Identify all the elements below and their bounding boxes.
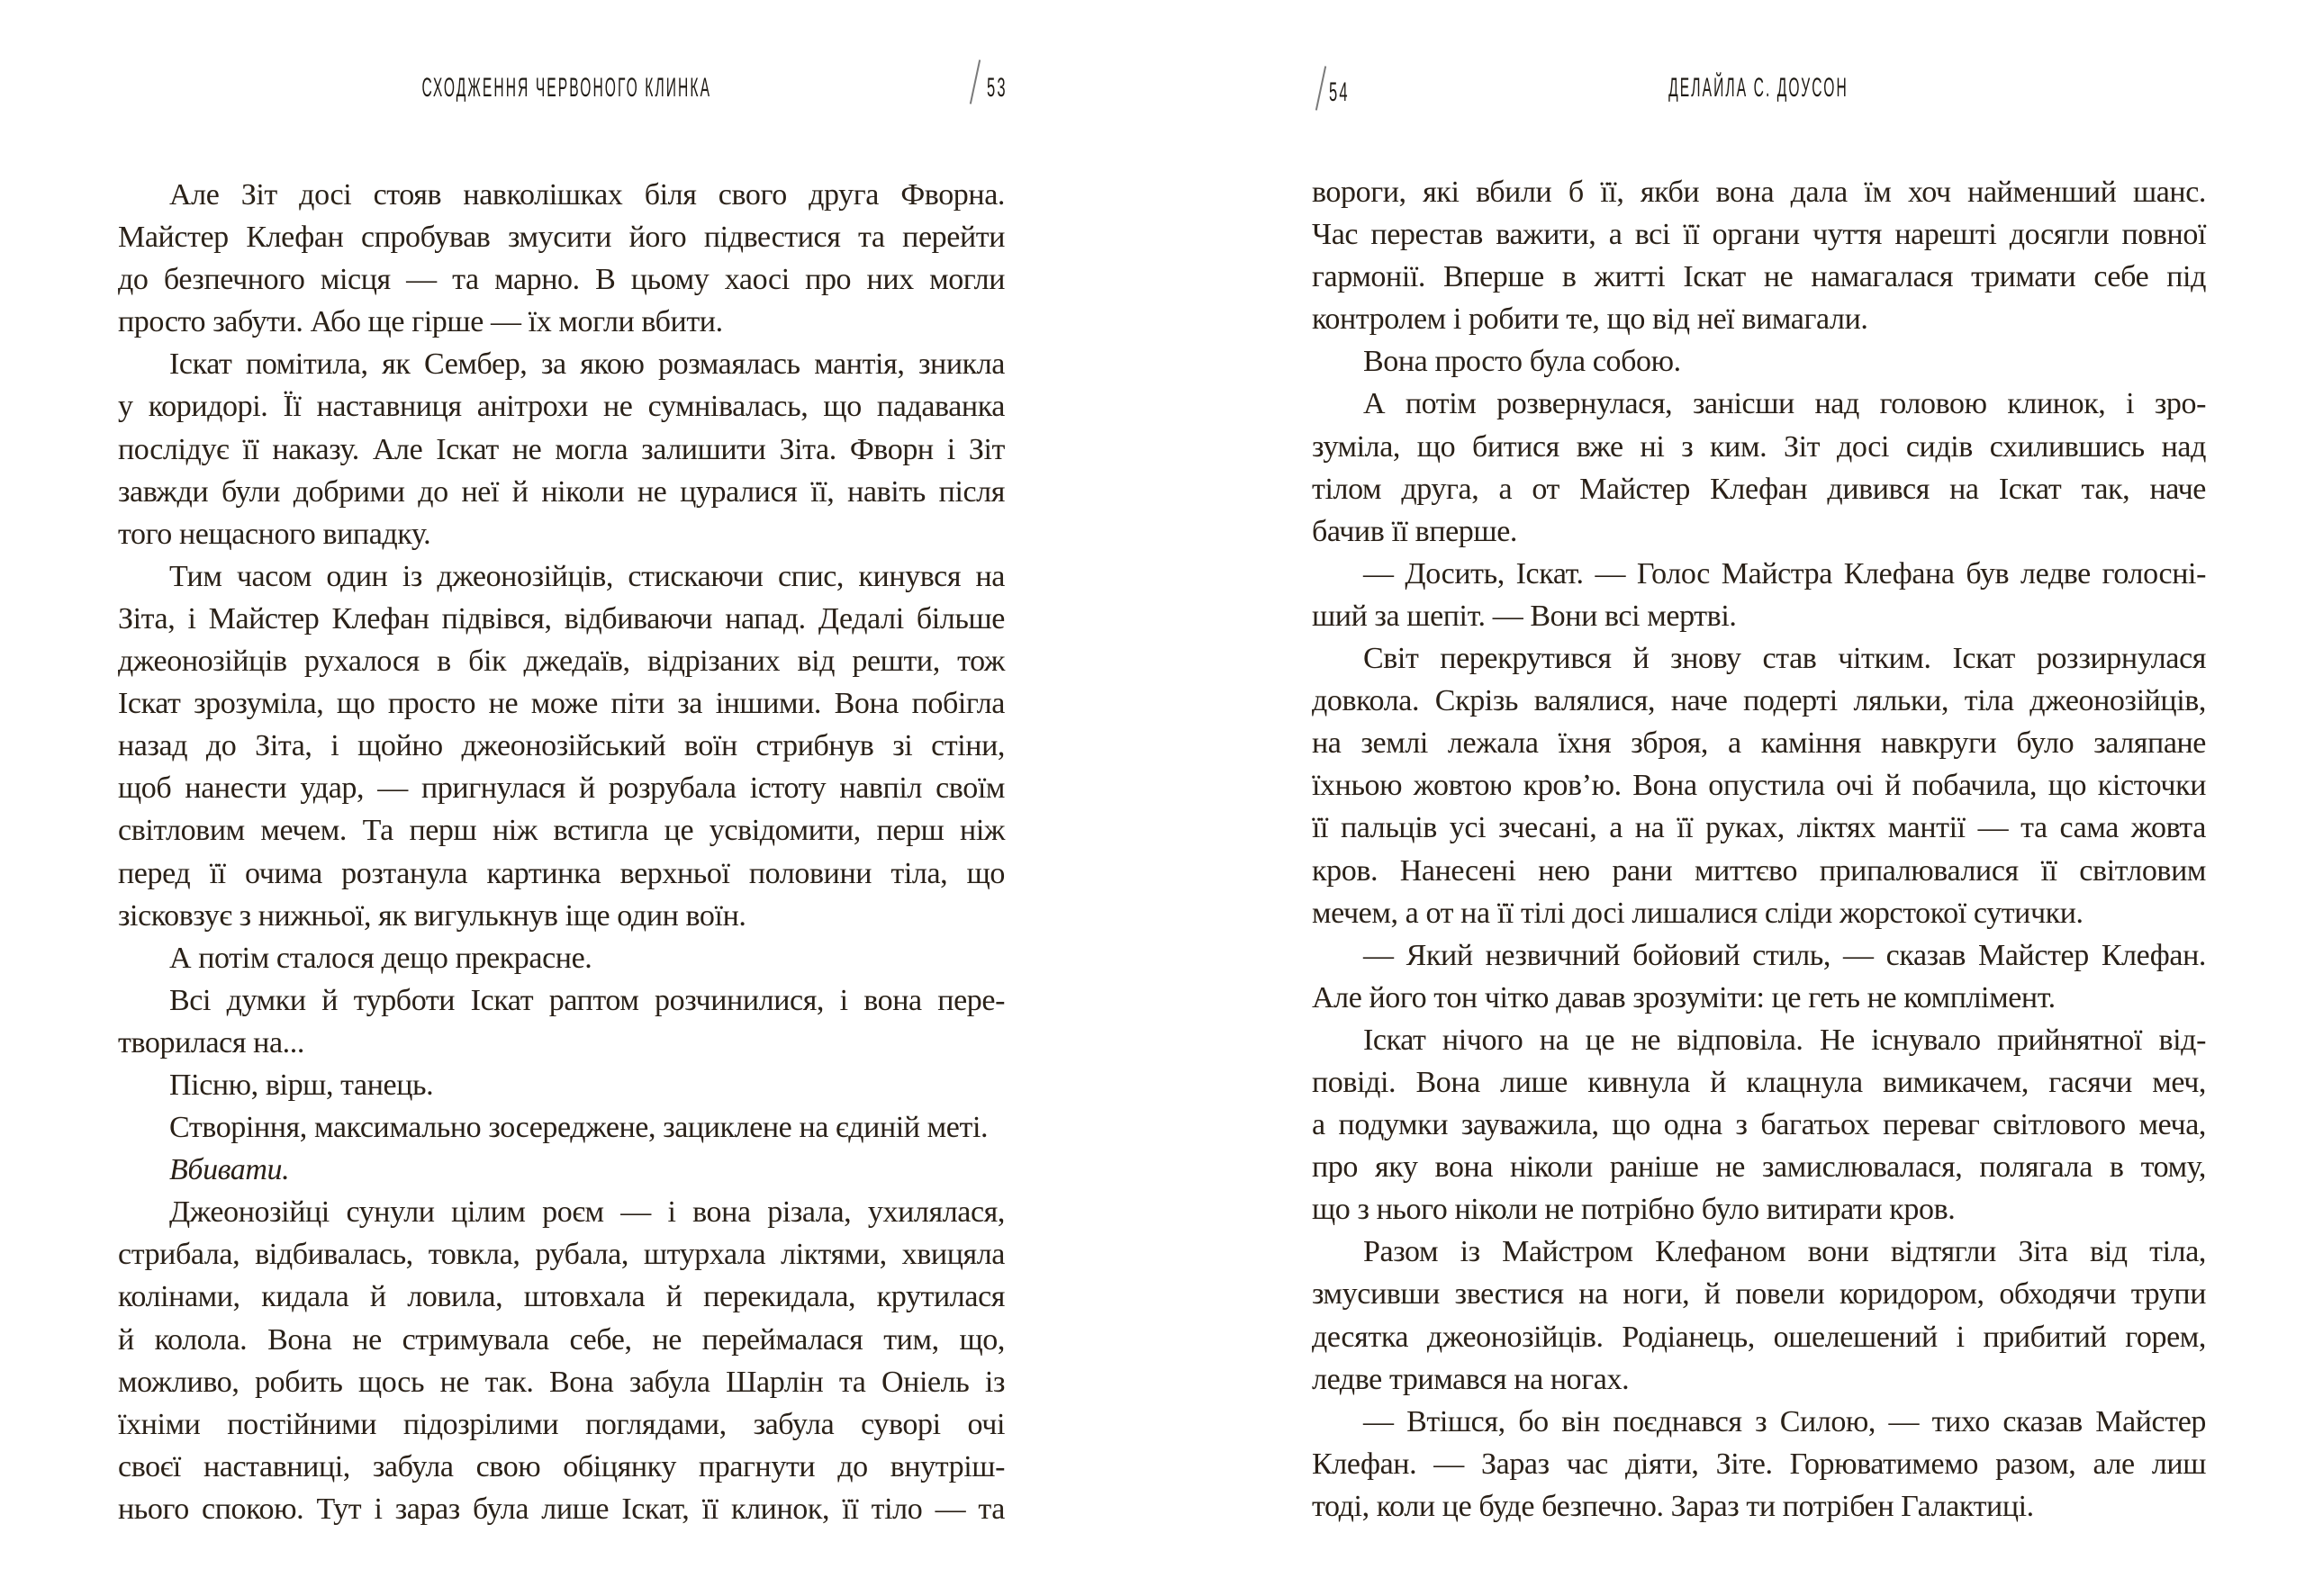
left-page-text	[118, 174, 1005, 1530]
paragraph	[1312, 934, 2206, 1019]
text-line: А потім розвернулася, занісши над головою клинок, і зро-	[1363, 387, 2206, 421]
paragraph	[1312, 553, 2206, 637]
text-line: Вона просто була собою.	[1363, 345, 1681, 379]
paragraph	[118, 174, 1005, 343]
text-line: назад до Зіта, і щойно джеонозійський воїн стрибнув зі стіни,	[118, 729, 1005, 763]
text-line: щоб нанести удар, — пригнулася й розрубала істоту навпіл своїм	[118, 771, 1005, 806]
paragraph	[118, 343, 1005, 555]
text-line: а подумки зауважила, що одна з багатьох переваг світлового меча,	[1312, 1108, 2206, 1142]
text-line: бачив її вперше.	[1312, 514, 1517, 548]
text-line: послідує її наказу. Але Іскат не могла залишити Зіта. Фворн і Зіт	[118, 432, 1005, 466]
running-head-text: ДЕЛАЙЛА С. ДОУСОН	[1668, 73, 1849, 103]
paragraph	[1312, 340, 2206, 383]
text-line: Але його тон чітко давав зрозуміти: це геть не комплімент.	[1312, 980, 2056, 1014]
text-line: до безпечного місця — та марно. В цьому хаосі про них могли	[118, 263, 1005, 297]
text-line: А потім сталося дещо прекрасне.	[169, 941, 592, 975]
text-line: — Втішся, бо він поєднався з Силою, — тихо сказав Майстер	[1363, 1404, 2206, 1438]
text-line: зісковзує з нижньої, як вигулькнув іще один воїн.	[118, 898, 746, 933]
text-line: про яку вона ніколи раніше не замислювалася, полягала в тому,	[1312, 1150, 2206, 1185]
paragraph	[118, 1064, 1005, 1106]
text-line: Іскат зрозуміла, що просто не може піти за іншими. Вона побігла	[118, 687, 1005, 721]
text-line: Іскат помітила, як Сембер, за якою розмаялась мантія, зникла	[169, 347, 1005, 382]
text-line: Разом із Майстром Клефаном вони відтягли Зіта від тіла,	[1363, 1235, 2206, 1269]
text-line: Світ перекрутився й знову став чітким. Іскат роззирнулася	[1363, 642, 2206, 676]
page-number-right	[1329, 79, 1366, 106]
text-line: Пісню, вірш, танець.	[169, 1068, 434, 1102]
text-line: Вбивати.	[169, 1153, 290, 1187]
running-head-text: СХОДЖЕННЯ ЧЕРВОНОГО КЛИНКА	[421, 73, 712, 103]
text-line: довкола. Скрізь валялися, наче подерті ляльки, тіла джеонозійців,	[1312, 684, 2206, 718]
text-line: Час перестав важити, а всі її органи чуття нарешті досягли повної	[1312, 218, 2206, 252]
paragraph	[118, 979, 1005, 1064]
text-line: зуміла, що битися вже ні з ким. Зіт досі сидів схилившись над	[1312, 429, 2206, 464]
text-line: Але Зіт досі стояв навколішках біля свого друга Фворна.	[169, 178, 1005, 212]
text-line: ший за шепіт. — Вони всі мертві.	[1312, 599, 1737, 633]
text-line: їхніми постійними підозрілими поглядами, забула суворі очі	[118, 1407, 1005, 1441]
text-line: колінами, кидала й ловила, штовхала й перекидала, крутилася	[118, 1280, 1005, 1314]
running-head-author	[1488, 75, 2029, 102]
text-line: Тим часом один із джеонозійців, стискаючи спис, кинувся на	[169, 559, 1005, 593]
text-line: тілом друга, а от Майстер Клефан дивився на Іскат так, наче	[1312, 472, 2206, 506]
text-line: можливо, робить щось не так. Вона забула Шарлін та Оніель із	[118, 1365, 1005, 1399]
text-line: того нещасного випадку.	[118, 517, 431, 551]
text-line: джеонозійців рухалося в бік джедаїв, відрізаних від решти, тож	[118, 645, 1005, 679]
text-line: Всі думки й турботи Іскат раптом розчинилися, і вона пере-	[169, 983, 1005, 1017]
text-line: Джеонозійці сунули цілим роєм — і вона різала, ухилялася,	[169, 1195, 1005, 1230]
paragraph	[118, 1191, 1005, 1530]
text-line: мечем, а от на її тілі досі лишалися сліди жорстокої сутички.	[1312, 896, 2084, 930]
text-line: й колола. Вона не стримувала себе, не переймалася тим, що,	[118, 1322, 1005, 1357]
paragraph	[1312, 171, 2206, 340]
text-line: у коридорі. Її наставниця анітрохи не сумнівалась, що падаванка	[118, 390, 1005, 424]
text-line: перед її очима розтанула картинка верхньої половини тіла, що	[118, 856, 1005, 890]
page-number-slash	[970, 59, 981, 104]
paragraph	[118, 1149, 1005, 1191]
page-number-left	[987, 75, 1024, 102]
text-line: Створіння, максимально зосереджене, зациклене на єдиній меті.	[169, 1111, 989, 1145]
text-line: ледве тримався на ногах.	[1312, 1362, 1630, 1396]
text-line: — Який незвичний бойовий стиль, — сказав Майстер Клефан.	[1363, 938, 2206, 972]
right-page-text	[1312, 171, 2206, 1528]
paragraph	[1312, 1231, 2206, 1400]
text-line: просто забути. Або ще гірше — їх могли вбити.	[118, 305, 723, 339]
text-line: її пальців усі зчесані, а на її руках, ліктях мантії — та сама жовта	[1312, 811, 2206, 845]
paragraph	[118, 555, 1005, 937]
text-line: десятка джеонозійців. Родіанець, ошелешений і прибитий горем,	[1312, 1320, 2206, 1354]
text-line: стрибала, відбивалась, товкла, рубала, штурхала ліктями, хвицяла	[118, 1238, 1005, 1272]
text-line: що з нього ніколи не потрібно було витирати кров.	[1312, 1193, 1956, 1227]
text-line: Майстер Клефан спробував змусити його підвестися та перейти	[118, 221, 1005, 255]
text-line: гармонії. Вперше в житті Іскат не намагалася тримати себе під	[1312, 260, 2206, 294]
text-line: Зіта, і Майстер Клефан підвівся, відбиваючи напад. Дедалі більше	[118, 601, 1005, 636]
text-line: повіді. Вона лише кивнула й клацнула вимикачем, гасячи меч,	[1312, 1065, 2206, 1099]
paragraph	[1312, 1401, 2206, 1528]
text-line: кров. Нанесені нею рани миттєво припалювалися її світловим	[1312, 853, 2206, 888]
text-line: вороги, які вбили б її, якби вона дала їм хоч найменший шанс.	[1312, 176, 2206, 209]
running-head-book-title	[288, 75, 828, 102]
text-line: — Досить, Іскат. — Голос Майстра Клефана був ледве голосні-	[1363, 556, 2206, 591]
paragraph	[118, 1106, 1005, 1149]
text-line: світловим мечем. Та перш ніж встигла це усвідомити, перш ніж	[118, 814, 1005, 848]
text-line: змусивши звестися на ноги, й повели коридором, обходячи трупи	[1312, 1277, 2206, 1312]
text-line: контролем і робити те, що від неї вимагали.	[1312, 302, 1868, 337]
page-number-text: 53	[987, 73, 1008, 103]
paragraph	[118, 937, 1005, 979]
page-number-slash	[1315, 66, 1326, 110]
text-line: завжди були добрими до неї й ніколи не цуралися її, навіть після	[118, 474, 1005, 509]
text-line: творилася на...	[118, 1025, 304, 1059]
text-line: нього спокою. Тут і зараз була лише Іскат, її клинок, її тіло — та	[118, 1492, 1005, 1526]
text-line: Іскат нічого на це не відповіла. Не існувало прийнятної від-	[1363, 1023, 2206, 1057]
paragraph	[1312, 637, 2206, 934]
text-line: Клефан. — Зараз час діяти, Зіте. Горюватимемо разом, але лиш	[1312, 1447, 2206, 1481]
text-line: своєї наставниці, забула свою обіцянку прагнути до внутріш-	[118, 1449, 1005, 1483]
paragraph	[1312, 1019, 2206, 1231]
text-line: їхньою жовтою кров’ю. Вона опустила очі й побачила, що кісточки	[1312, 769, 2206, 803]
paragraph	[1312, 383, 2206, 552]
text-line: на землі лежала їхня зброя, а каміння навкруги було заляпане	[1312, 726, 2206, 761]
page-number-text: 54	[1329, 77, 1350, 107]
text-line: тоді, коли це буде безпечно. Зараз ти потрібен Галактиці.	[1312, 1489, 2034, 1523]
